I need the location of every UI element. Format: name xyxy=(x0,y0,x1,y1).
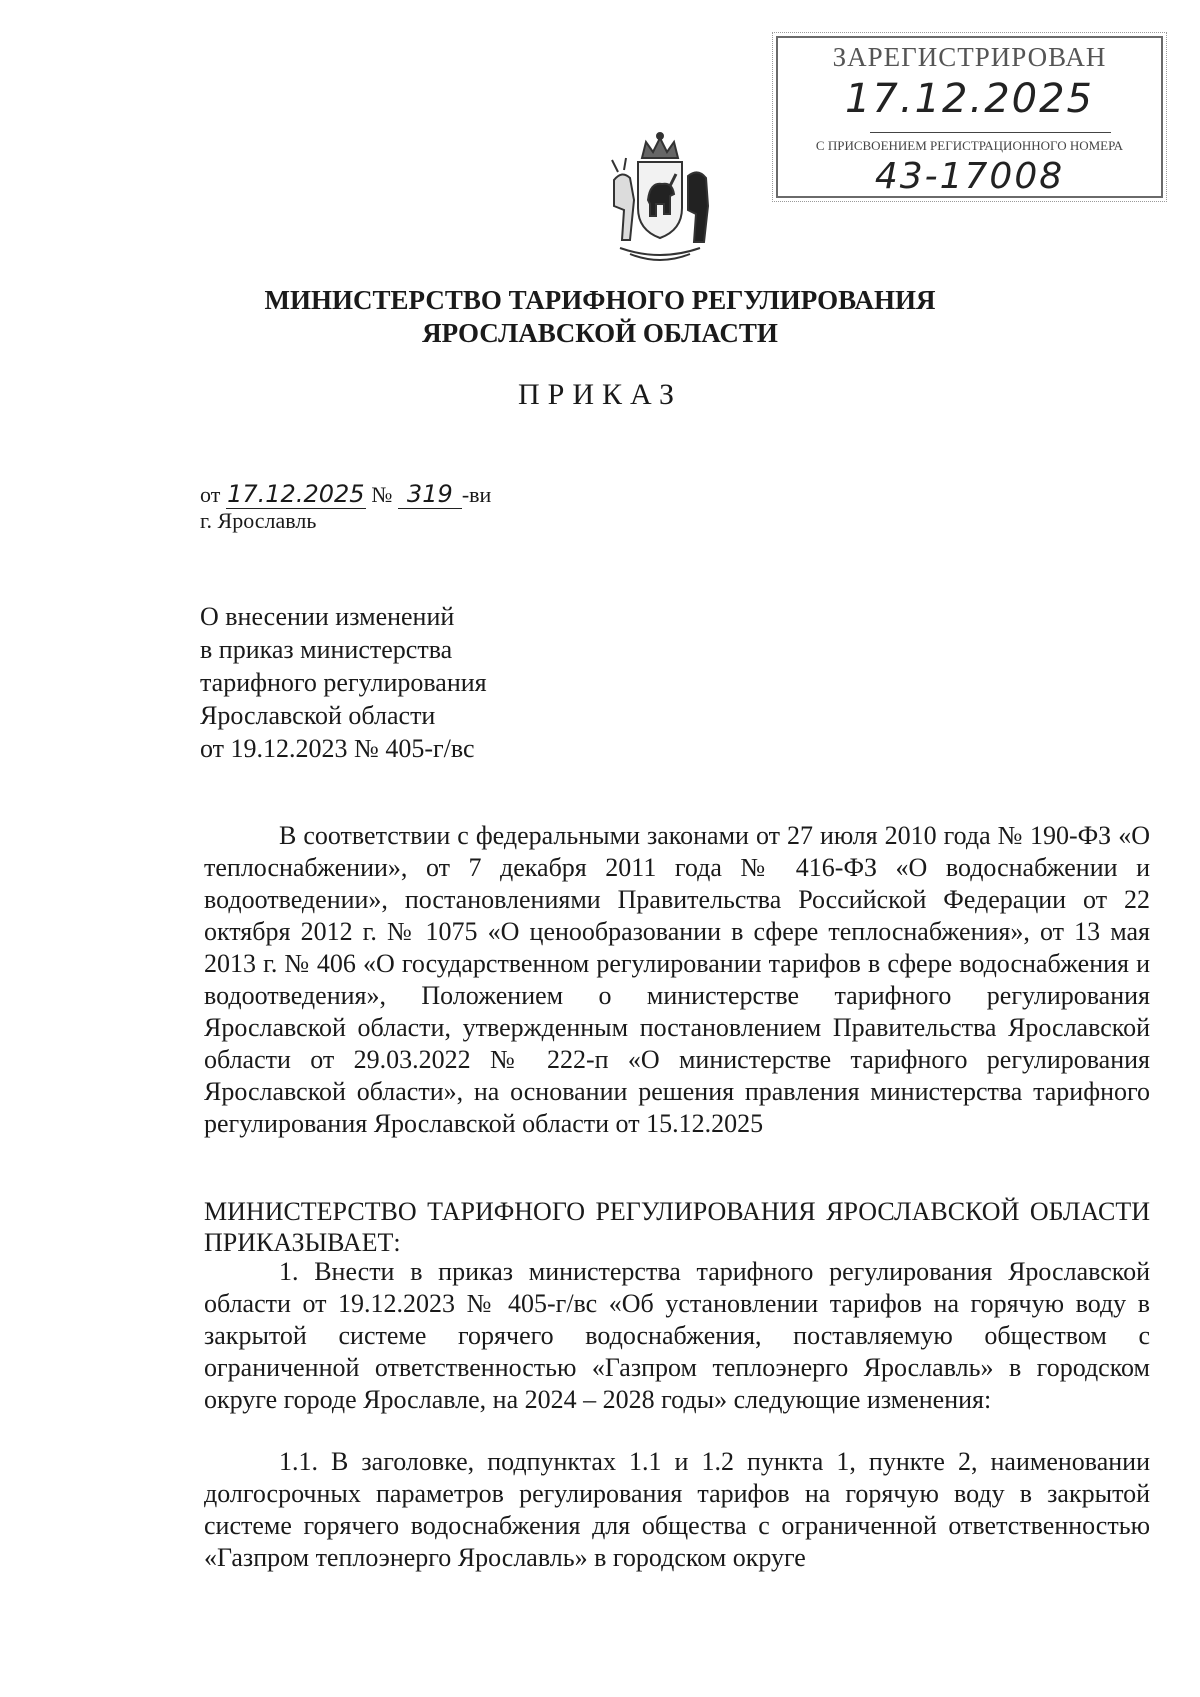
document-type-title: ПРИКАЗ xyxy=(518,378,682,411)
stamp-caption: С ПРИСВОЕНИЕМ РЕГИСТРАЦИОННОГО НОМЕРА xyxy=(815,138,1124,153)
order-number: 319 xyxy=(398,480,462,509)
ministry-name-line2: ЯРОСЛАВСКОЙ ОБЛАСТИ xyxy=(422,318,778,348)
stamp-divider xyxy=(870,132,1111,133)
preamble-paragraph: В соответствии с федеральными законами от 27 июля 2010 года № 190-ФЗ «О теплоснабжении», от 7 декабря 2011 года № 416-ФЗ «О водоснабжении и водоотведении», постановлениями Правительства Российской Федерации от 22 октября 2012 г. № 1075 «О ценообразовании в сфере теплоснабжения», от 13 мая 2013 г. № 406 «О государственном регулировании тарифов в сфере водоснабжения и водоотведения», Положением о министерстве тарифного регулирования Ярославской области, утвержденным постановлением Правительства Ярославской области от 29.03.2022 № 222-п «О министерстве тарифного регулирования Ярославской области», на основании решения правления министерства тарифного регулирования Ярославской области от 15.12.2025 xyxy=(204,821,1150,1138)
clause-1: 1. Внести в приказ министерства тарифного регулирования Ярославской области от 19.12.2023 № 405-г/вс «Об установлении тарифов на горячую воду в закрытой системе горячего водоснабжения, поставляемую обществом с ограниченной ответственностью «Газпром теплоэнерго Ярославль» в городском округе городе Ярославле, на 2024 – 2028 годы» следующие изменения: xyxy=(204,1257,1150,1414)
registration-stamp xyxy=(776,36,1163,198)
subject-line: в приказ министерства xyxy=(200,635,453,664)
subject-line: от 19.12.2023 № 405-г/вс xyxy=(200,734,475,763)
stamp-registration-number: 43-17008 xyxy=(874,156,1065,197)
ministry-name-line1: МИНИСТЕРСТВО ТАРИФНОГО РЕГУЛИРОВАНИЯ xyxy=(264,285,936,315)
order-subject xyxy=(200,600,487,765)
order-date: 17.12.2025 xyxy=(227,480,365,508)
subject-line: Ярославской области xyxy=(200,701,436,730)
date-prefix: от xyxy=(200,482,221,507)
order-directive: МИНИСТЕРСТВО ТАРИФНОГО РЕГУЛИРОВАНИЯ ЯРОСЛАВСКОЙ ОБЛАСТИ ПРИКАЗЫВАЕТ: xyxy=(204,1197,1150,1257)
subject-line: тарифного регулирования xyxy=(200,668,487,697)
coat-of-arms-icon xyxy=(600,130,720,270)
clause-1-1: 1.1. В заголовке, подпунктах 1.1 и 1.2 пункта 1, пункте 2, наименовании долгосрочных параметров регулирования тарифов на горячую воду в закрытой системе горячего водоснабжения для общества с ограниченной ответственностью «Газпром теплоэнерго Ярославль» в городском округе xyxy=(204,1447,1150,1572)
stamp-date: 17.12.2025 xyxy=(844,76,1095,122)
number-prefix: № xyxy=(371,482,393,507)
subject-line: О внесении изменений xyxy=(200,602,455,631)
number-suffix: -ви xyxy=(461,482,492,507)
order-city: г. Ярославль xyxy=(200,508,317,533)
stamp-title: ЗАРЕГИСТРИРОВАН xyxy=(832,42,1107,72)
order-date-number-line xyxy=(200,480,491,509)
